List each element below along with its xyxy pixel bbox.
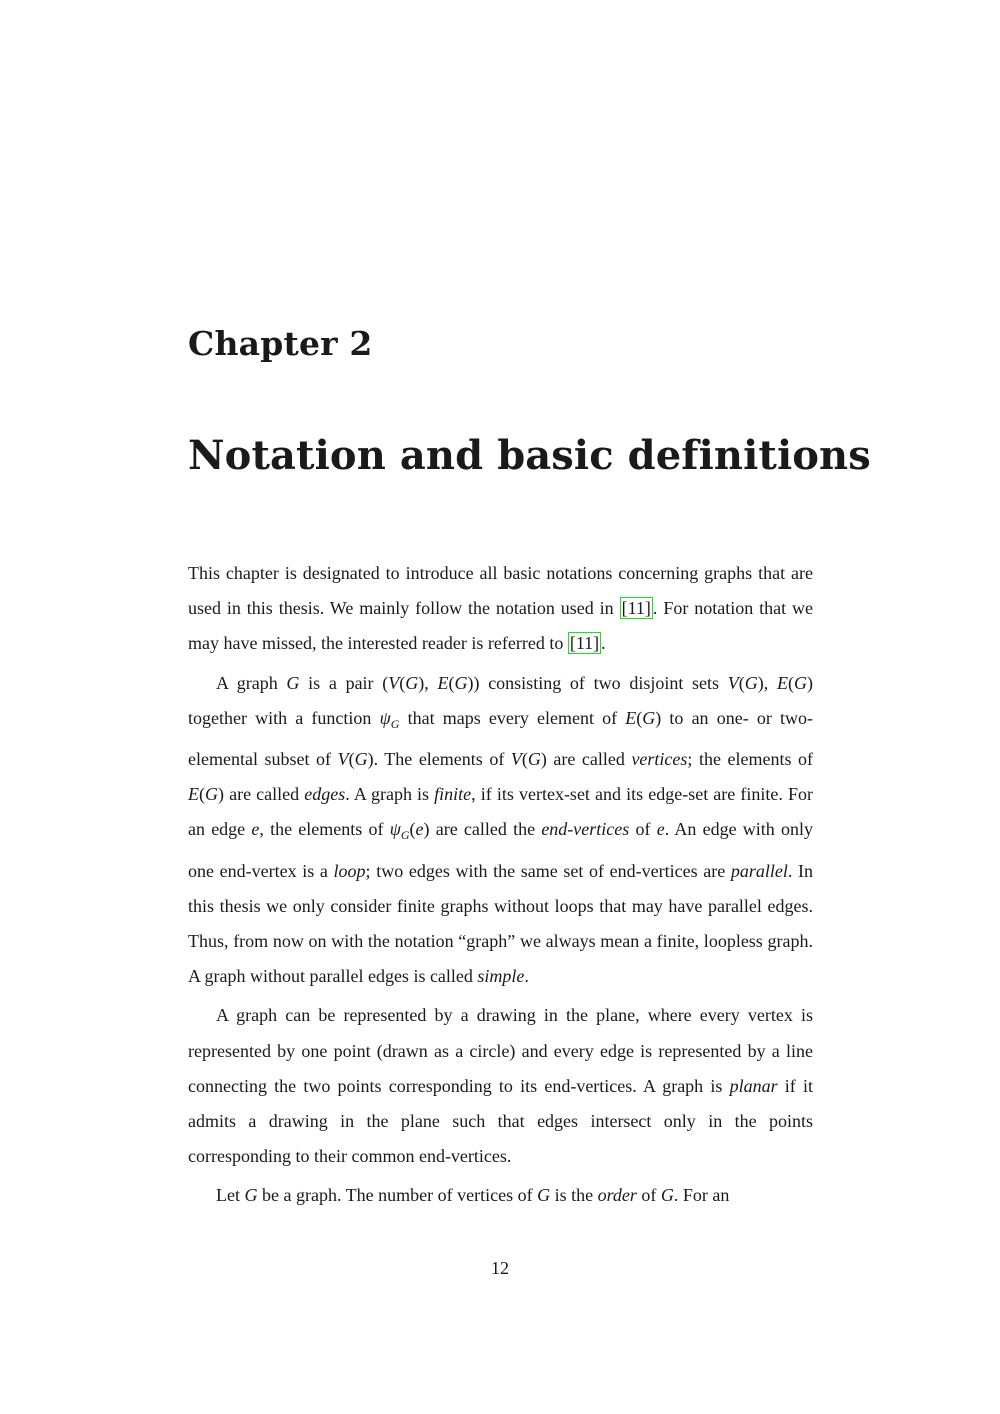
math-symbol: G bbox=[660, 1185, 674, 1206]
math-symbol: E bbox=[777, 672, 788, 693]
text-span: ( bbox=[348, 749, 355, 770]
text-span: ( bbox=[521, 749, 528, 770]
text-span: ( bbox=[199, 784, 205, 805]
math-symbol: G bbox=[527, 749, 541, 770]
math-symbol: G bbox=[286, 672, 300, 693]
text-span: ( bbox=[448, 672, 455, 693]
paragraph-intro bbox=[188, 556, 813, 662]
math-symbol: V bbox=[337, 749, 349, 770]
math-symbol: V bbox=[510, 749, 522, 770]
math-symbol: G bbox=[642, 707, 656, 728]
chapter-title: Notation and basic definitions bbox=[188, 432, 871, 479]
text-span: . A graph is bbox=[345, 784, 435, 805]
paragraph-graph-definition bbox=[188, 666, 813, 995]
defined-term: finite bbox=[434, 784, 472, 805]
math-symbol: E bbox=[437, 672, 449, 693]
math-symbol: G bbox=[405, 672, 419, 693]
text-span: ; the elements of bbox=[687, 749, 813, 770]
text-span: ( bbox=[399, 672, 406, 693]
citation-link[interactable]: [11] bbox=[569, 633, 600, 654]
math-subscript: G bbox=[400, 828, 410, 843]
defined-term: edges bbox=[304, 784, 346, 805]
text-span: ) to an one- or two-elemental subset of bbox=[188, 707, 813, 770]
math-symbol: e bbox=[415, 819, 424, 840]
text-span: . For notation that we may have missed, the interested reader is referred to bbox=[188, 598, 813, 654]
math-symbol: V bbox=[727, 672, 739, 693]
page-number: 12 bbox=[491, 1258, 509, 1278]
math-symbol: G bbox=[454, 672, 468, 693]
math-symbol: ψ bbox=[389, 819, 401, 840]
text-span: ( bbox=[738, 672, 745, 693]
math-symbol: E bbox=[188, 784, 199, 805]
paragraph-order bbox=[188, 1178, 813, 1213]
text-span: . bbox=[601, 633, 606, 654]
defined-term: planar bbox=[729, 1075, 778, 1096]
defined-term: end-vertices bbox=[541, 819, 630, 840]
text-span: ) are called bbox=[218, 784, 305, 805]
text-span: ( bbox=[788, 672, 794, 693]
text-span: ) are called the bbox=[423, 819, 542, 840]
text-span: . For an bbox=[673, 1185, 730, 1206]
text-span: be a graph. The number of vertices of bbox=[257, 1185, 538, 1206]
text-span: This chapter is designated to introduce all basic notations concerning graphs that are used in this thesis. We mainly follow the notation used in bbox=[188, 563, 813, 619]
text-span: of bbox=[636, 1185, 661, 1206]
math-symbol: e bbox=[251, 819, 260, 840]
citation-link[interactable]: [11] bbox=[621, 598, 651, 619]
math-symbol: G bbox=[537, 1185, 551, 1206]
defined-term: order bbox=[597, 1185, 637, 1206]
math-symbol: G bbox=[205, 784, 218, 805]
text-span: , the elements of bbox=[259, 819, 390, 840]
defined-term: simple bbox=[477, 966, 525, 987]
defined-term: parallel bbox=[730, 860, 788, 881]
text-span: if it admits a drawing in the plane such that edges intersect only in the points corresponding to their common end-vertices. bbox=[188, 1075, 814, 1167]
text-span: ). The elements of bbox=[367, 749, 511, 770]
text-span: ( bbox=[409, 819, 416, 840]
text-span: that maps every element of bbox=[399, 707, 626, 728]
math-symbol: G bbox=[744, 672, 758, 693]
math-symbol: G bbox=[244, 1185, 258, 1206]
math-symbol: E bbox=[625, 707, 637, 728]
math-symbol: ψ bbox=[379, 707, 391, 728]
paragraph-planar bbox=[188, 998, 813, 1174]
text-span: A graph bbox=[216, 672, 287, 693]
text-span: ) are called bbox=[540, 749, 632, 770]
text-span: ), bbox=[757, 672, 777, 693]
defined-term: vertices bbox=[631, 749, 688, 770]
text-span: . An edge with only one end-vertex is a bbox=[188, 819, 814, 881]
math-symbol: V bbox=[388, 672, 400, 693]
math-symbol: G bbox=[794, 672, 807, 693]
text-span: , if its vertex-set and its edge-set are finite. For an edge bbox=[188, 784, 813, 840]
text-span: ; two edges with the same set of end-vertices are bbox=[365, 860, 731, 881]
text-span: A graph can be represented by a drawing in the plane, where every vertex is represented by one point (drawn as a circle) and every edge is represented by a line connecting the two points corresponding to its end-vertices. A graph is bbox=[188, 1005, 813, 1096]
math-symbol: G bbox=[354, 749, 368, 770]
chapter-label: Chapter 2 bbox=[188, 324, 373, 363]
body-text bbox=[188, 556, 813, 1218]
math-subscript: G bbox=[390, 716, 400, 731]
text-span: is the bbox=[550, 1185, 598, 1206]
text-span: . bbox=[524, 966, 529, 987]
text-span: is a pair ( bbox=[299, 672, 389, 693]
text-span: . In this thesis we only consider finite graphs without loops that may have parallel edges. Thus, from now on with the notation “graph” we always mean a finite, loopless graph. A graph without parallel edges is called bbox=[188, 860, 813, 987]
math-symbol: e bbox=[656, 819, 665, 840]
text-span: ( bbox=[636, 707, 643, 728]
text-span: )) consisting of two disjoint sets bbox=[467, 672, 728, 693]
text-span: ) together with a function bbox=[188, 672, 813, 728]
text-span: ), bbox=[418, 672, 438, 693]
text-span: of bbox=[629, 819, 657, 840]
defined-term: loop bbox=[333, 860, 366, 881]
text-span: Let bbox=[216, 1185, 245, 1206]
